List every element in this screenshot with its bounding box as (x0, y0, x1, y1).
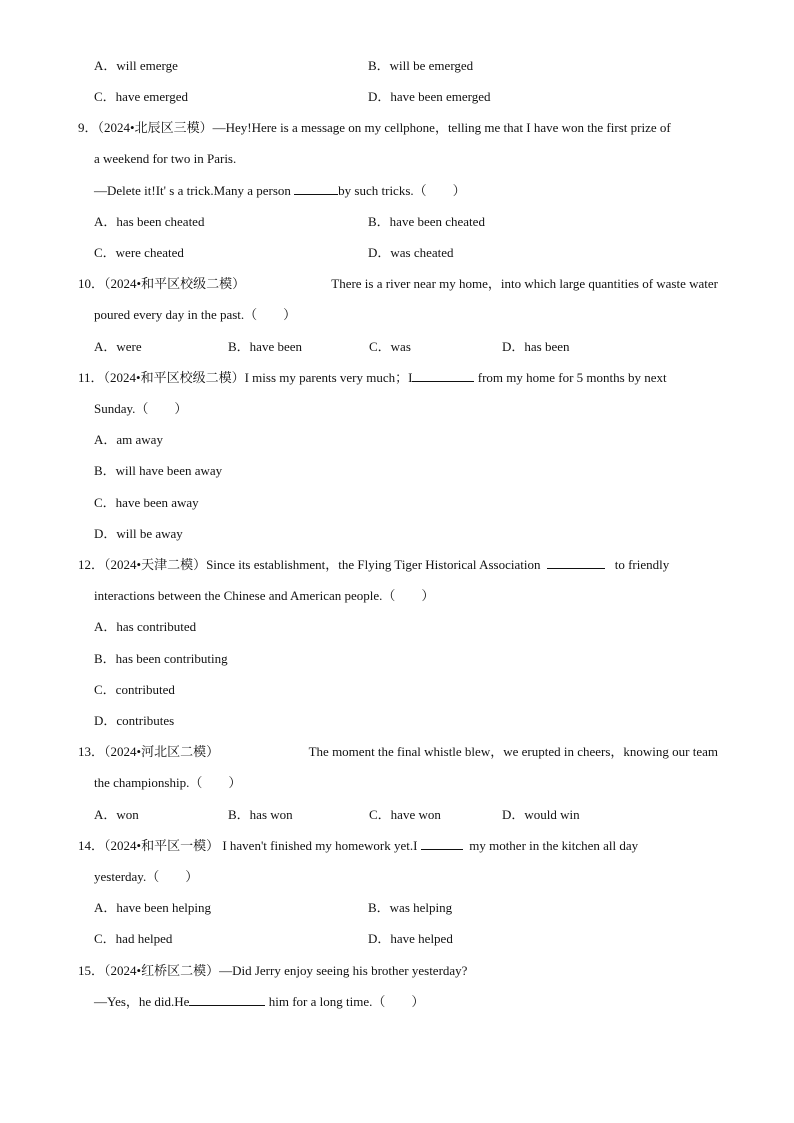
answer-blank (189, 993, 265, 1006)
option-c: C．have emerged (94, 89, 188, 104)
option-d: D．have helped (368, 931, 453, 946)
option-d: D．contributes (94, 713, 175, 728)
option-d: D．have been emerged (368, 89, 491, 104)
option-a: A．has contributed (94, 619, 197, 634)
question-text: I miss my parents very much；I (244, 370, 413, 385)
question-number: 14． (78, 838, 105, 853)
question-text: I haven't finished my homework yet.I (222, 838, 418, 853)
question-source: （2024•和平区一模） (104, 838, 220, 853)
option-c: C．have been away (94, 495, 199, 510)
question-text: —Delete it!It' s a trick.Many a person (94, 183, 295, 198)
option-d: D．was cheated (368, 245, 454, 260)
question-text: There is a river near my home，into which large quantities of waste water (331, 276, 718, 291)
option-b: B．was helping (368, 900, 453, 915)
option-d: D．will be away (94, 526, 183, 541)
question-number: 15． (78, 963, 105, 978)
question-number: 9． (78, 120, 98, 135)
option-a: A．won (94, 807, 139, 822)
option-b: B．will be emerged (368, 58, 474, 73)
question-text: him for a long time.（ ） (265, 994, 425, 1009)
question-source: （2024•和平区校级二模） (104, 276, 246, 291)
question-source: （2024•红桥区二模） (104, 963, 220, 978)
question-number: 11． (78, 370, 104, 385)
answer-blank (421, 837, 463, 850)
option-d: D．would win (502, 807, 580, 822)
question-12-line-1 (78, 556, 669, 574)
option-a: A．were (94, 339, 142, 354)
question-9-line-2: a weekend for two in Paris. (94, 151, 237, 166)
question-text: my mother in the kitchen all day (469, 838, 639, 853)
question-11-line-2: Sunday.（ ） (94, 401, 188, 416)
option-b: B．has been contributing (94, 651, 228, 666)
answer-blank (294, 182, 338, 195)
option-a: A．have been helping (94, 900, 211, 915)
question-text: by such tricks.（ ） (338, 183, 466, 198)
question-source: （2024•天津二模） (104, 557, 207, 572)
question-13-line-1 (78, 743, 718, 761)
question-12-line-2: interactions between the Chinese and American people.（ ） (94, 588, 435, 603)
question-13-line-2: the championship.（ ） (94, 775, 242, 790)
question-text: —Hey!Here is a message on my cellphone，telling me that I have won the first prize of (212, 120, 671, 135)
option-a: A．will emerge (94, 58, 178, 73)
option-c: C．were cheated (94, 245, 184, 260)
question-number: 13． (78, 744, 105, 759)
question-number: 12． (78, 557, 105, 572)
option-c: C．have won (369, 807, 441, 822)
question-source: （2024•和平区校级二模） (103, 370, 245, 385)
question-14-line-1 (78, 837, 638, 855)
answer-blank (412, 369, 474, 382)
question-11-line-1 (78, 369, 667, 387)
option-d: D．has been (502, 339, 570, 354)
question-source: （2024•河北区二模） (104, 744, 220, 759)
option-c: C．was (369, 339, 411, 354)
question-9-line-1 (78, 119, 671, 137)
option-b: B．has won (228, 807, 293, 822)
question-14-line-2: yesterday.（ ） (94, 869, 199, 884)
question-text: —Did Jerry enjoy seeing his brother yesterday? (219, 963, 468, 978)
question-10-line-1 (78, 275, 718, 293)
question-15-line-1 (78, 962, 467, 980)
question-text: from my home for 5 months by next (474, 370, 667, 385)
option-c: C．contributed (94, 682, 175, 697)
option-a: A．has been cheated (94, 214, 205, 229)
option-c: C．had helped (94, 931, 173, 946)
question-text: Since its establishment，the Flying Tiger Historical Association (206, 557, 541, 572)
question-text: to friendly (614, 557, 670, 572)
question-text: —Yes，he did.He (94, 994, 190, 1009)
option-b: B．have been (228, 339, 303, 354)
option-a: A．am away (94, 432, 163, 447)
question-number: 10． (78, 276, 105, 291)
question-source: （2024•北辰区三模） (97, 120, 213, 135)
option-b: B．have been cheated (368, 214, 485, 229)
question-9-line-3 (94, 182, 466, 200)
question-15-line-2 (94, 993, 424, 1011)
question-text: The moment the final whistle blew，we erupted in cheers，knowing our team (308, 744, 718, 759)
answer-blank (547, 556, 605, 569)
option-b: B．will have been away (94, 463, 223, 478)
question-10-line-2: poured every day in the past.（ ） (94, 307, 297, 322)
